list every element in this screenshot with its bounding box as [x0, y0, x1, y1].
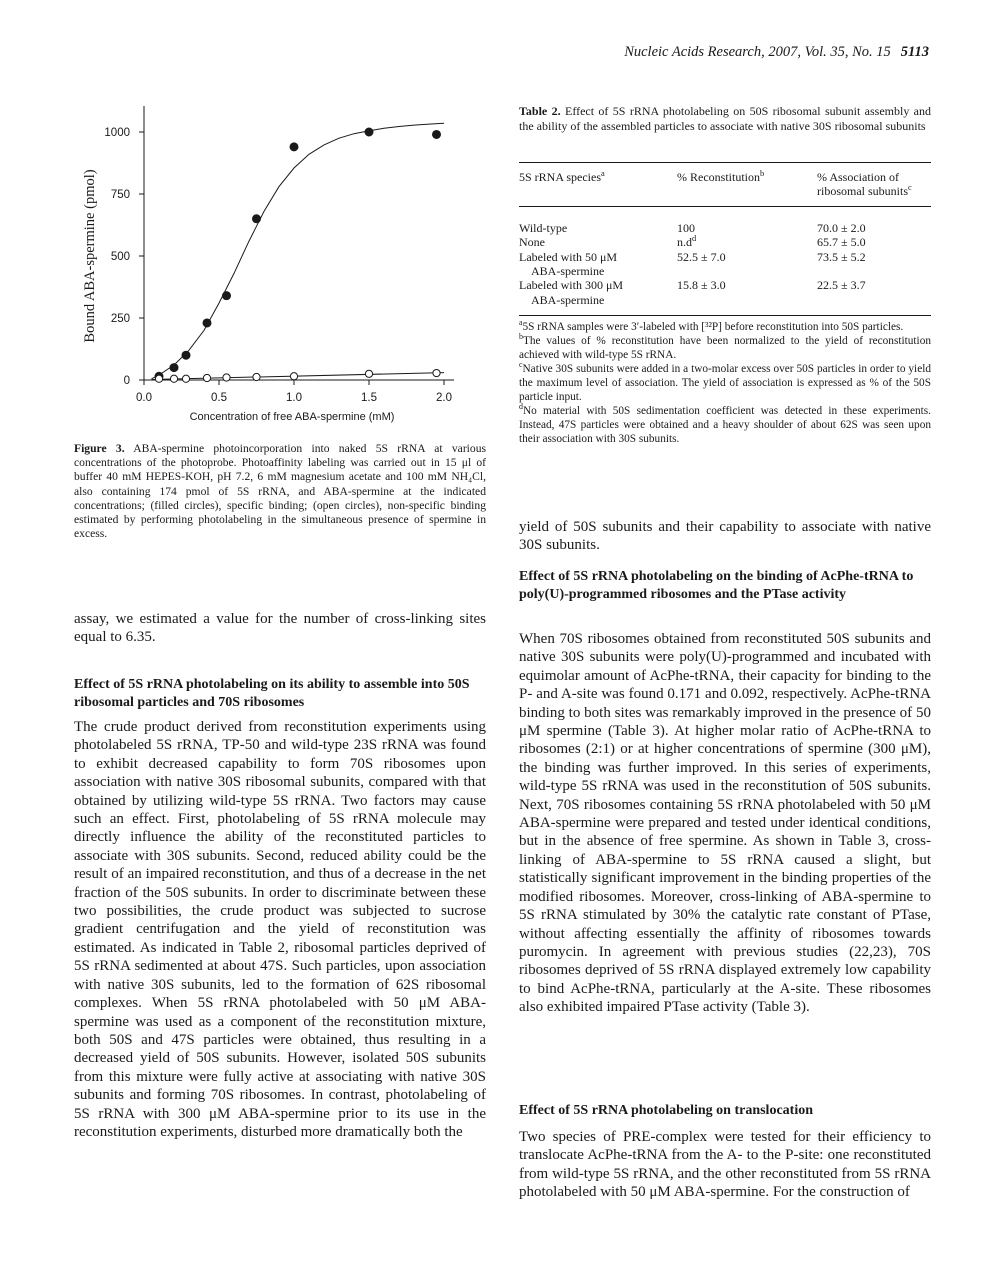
right-column-section-body [519, 630, 931, 1017]
nonspecific-binding-point [433, 369, 440, 376]
table-top-rule [519, 162, 931, 163]
y-tick-label: 750 [110, 189, 130, 201]
section-heading: Effect of 5S rRNA photolabeling on its ability to assemble into 50S ribosomal particles and 70S ribosomes [74, 677, 470, 710]
nonspecific-binding-point [290, 373, 297, 380]
table-2 [519, 162, 931, 316]
y-tick-label: 0 [123, 375, 130, 387]
y-tick-label: 1000 [104, 127, 130, 139]
footnote-b: $^b$The values of % reconstitution have been normalized to the yield of reconstitution achieved with wild-type 5S rRNA. [519, 332, 931, 361]
running-header [624, 44, 929, 61]
table-2-title [519, 104, 931, 134]
table-header-rule [519, 206, 931, 207]
y-tick-label: 500 [110, 251, 130, 263]
x-tick-label: 2.0 [436, 392, 452, 404]
paragraph: Two species of PRE-complex were tested for their efficiency to translocate AcPhe-tRNA from the A- to the P-site: one reconstituted from wild-type 5S rRNA, and the other reconstituted from 5S rRNA photolabeled with 50 μM ABA-spermine. For the construction of [519, 1129, 931, 1201]
paragraph: yield of 50S subunits and their capability to associate with native 30S subunits. [519, 519, 931, 554]
nonspecific-binding-point [182, 375, 189, 382]
figure-label: Figure 3. [74, 442, 125, 455]
table-body [519, 221, 931, 307]
specific-binding-point [290, 143, 298, 151]
x-tick-label: 0.0 [136, 392, 152, 404]
table-bottom-rule [519, 315, 931, 316]
x-tick-label: 0.5 [211, 392, 227, 404]
nonspecific-binding-point [365, 370, 372, 377]
table-row: Labeled with 300 μM ABA-spermine 15.8 ± 3.0 22.5 ± 3.7 [519, 278, 866, 307]
chart-fit-curves [152, 123, 445, 379]
table-row: None $n.d^d$ 65.7 ± 5.0 [519, 234, 866, 250]
table-row: Labeled with 50 μM ABA-spermine 52.5 ± 7.0 73.5 ± 5.2 [519, 249, 866, 279]
right-column-section-2-body [519, 1128, 931, 1202]
page-number: 5113 [900, 44, 929, 60]
specific-binding-point [433, 130, 441, 138]
table-header [519, 170, 931, 199]
chart-points [155, 128, 441, 382]
nonspecific-binding-point [253, 373, 260, 380]
x-tick-label: 1.0 [286, 392, 302, 404]
specific-binding-point [182, 351, 190, 359]
footnote-c: $^c$Native 30S subunits were added in a two-molar excess over 50S particles in order to yield the maximum level of association. The yield of association is expressed as % of the 50S particle input. [519, 360, 931, 403]
chart-y-label: Bound ABA-spermine (pmol) [82, 169, 98, 343]
specific-binding-point [365, 128, 373, 136]
nonspecific-binding-point [155, 375, 162, 382]
footnote-d: $^d$No material with 50S sedimentation coefficient was detected in these experiments. Instead, 47S particles were obtained and a heavy shoulder of about 62S was seen upon their association with 30S subunits. [519, 402, 931, 445]
right-column-section-2 [519, 1102, 931, 1120]
figure-3-chart [70, 96, 495, 436]
table-title-text: Effect of 5S rRNA photolabeling on 50S ribosomal subunit assembly and the ability of the assembled particles to associate with native 30S ribosomal subunits [519, 104, 932, 133]
header-species: 5S rRNA species$^a$ [519, 169, 605, 184]
chart-x-label: Concentration of free ABA-spermine (mM) [189, 411, 395, 423]
header-reconstitution: % Reconstitution$^b$ [677, 169, 765, 184]
paragraph: When 70S ribosomes obtained from reconstituted 50S subunits and native 30S subunits were poly(U)-programmed and incubated with equimolar amount of AcPhe-tRNA, their capacity for binding to the P- and A-site was found 0.171 and 0.092, respectively. AcPhe-tRNA binding to both sites was remarkably improved in the presence of 50 μM spermine (Table 3). At higher molar ratio of AcPhe-tRNA to ribosomes (2:1) or at higher concentrations of spermine (300 μM), the binding was further improved. In this series of experiments, wild-type 5S rRNA was used in the reconstitution of 50S subunits. Next, 70S ribosomes containing 5S rRNA photolabeled with 50 μM ABA-spermine were prepared and tested under identical conditions, but in the absence of free spermine. As shown in Table 3, cross-linking of ABA-spermine to 5S rRNA caused a slight, but statistically significant improvement in the binding properties of the modified ribosomes. Moreover, cross-linking of ABA-spermine to 5S rRNA stimulated by 30% the catalytic rate constant of PTase, without affecting essentially the affinity of ribosomes towards puromycin. In agreement with previous studies (22,23), 70S ribosomes deprived of 5S rRNA displayed extremely low capability to bind AcPhe-tRNA, particularly at the A-site. These ribosomes also exhibited impaired PTase activity (Table 3). [519, 631, 931, 1016]
footnote-a: $^a$5S rRNA samples were 3′-labeled with [³²P] before reconstitution into 50S particles. [519, 318, 904, 333]
nonspecific-binding-point [223, 374, 230, 381]
table-row: Wild-type 100 70.0 ± 2.0 [519, 220, 866, 235]
figure-caption-text: ABA-spermine photoincorporation into naked 5S rRNA at various concentrations of the photoprobe. Photoaffinity labeling was carried out in 15 μl of buffer 40 mM HEPES-KOH, pH 7.2, 6 mM magnesium acetate and 100 mM NH₄Cl, also containing 174 pmol of 5S rRNA, and ABA-spermine at the indicated concentrations; (filled circles), specific binding; (open circles), non-specific binding estimated by performing photolabeling in the simultaneous presence of spermine in excess. [74, 442, 487, 541]
paragraph: The crude product derived from reconstitution experiments using photolabeled 5S rRNA, TP-50 and wild-type 23S rRNA was found to exhibit decreased capability to form 70S ribosomes upon association with native 30S ribosomal subunits, compared with that obtained by utilizing wild-type 5S rRNA. Two factors may cause such an effect. First, photolabeling of 5S rRNA molecule may directly influence the ability of the reconstituted particles to associate with 30S subunits. Second, reduced ability could be the result of an impaired reconstitution, and thus of a decrease in the net fraction of the 50S subunits. In order to discriminate between these two possibilities, the crude product was subjected to sucrose gradient centrifugation and the yield of reconstitution was estimated. As indicated in Table 2, ribosomal particles deprived of 5S rRNA sedimented at about 47S. Such particles, upon association with native 30S subunits, led to the formation of 62S ribosomal complexes. When 5S rRNA photolabeled with 50 μM ABA-spermine was used as a component of the reconstitution mixture, both 50S and 47S particles were obtained, thus resulting in a decreased yield of 50S subunits. However, isolated 50S subunits from this mixture were fully active at associating with native 30S subunits and forming 70S ribosomes. In contrast, photolabeling of 5S rRNA with 300 μM ABA-spermine prior to its use in the reconstitution experiments, disturbed more dramatically both the [74, 719, 486, 1140]
specific-binding-point [203, 319, 211, 327]
nonspecific-binding-point [170, 375, 177, 382]
left-column [74, 610, 486, 647]
header-association: % Association of ribosomal subunits$^c$ [817, 170, 912, 199]
right-column-section [519, 568, 931, 604]
x-tick-label: 1.5 [361, 392, 377, 404]
chart-svg [70, 96, 495, 436]
left-column-section-body [74, 718, 486, 1141]
chart-axes [104, 106, 454, 404]
journal-citation: Nucleic Acids Research, 2007, Vol. 35, No. 15 [624, 44, 891, 60]
section-heading: Effect of 5S rRNA photolabeling on translocation [519, 1103, 813, 1118]
section-heading: Effect of 5S rRNA photolabeling on the binding of AcPhe-tRNA to poly(U)-programmed ribosomes and the PTase activity [519, 569, 914, 602]
right-column [519, 518, 931, 555]
specific-binding-point [170, 364, 178, 372]
nonspecific-binding-point [203, 374, 210, 381]
table-label: Table 2. [519, 104, 561, 118]
figure-caption [74, 442, 486, 541]
specific-binding-point [253, 215, 261, 223]
table-footnotes [519, 320, 931, 446]
left-column-section [74, 676, 486, 712]
paragraph: assay, we estimated a value for the number of cross-linking sites equal to 6.35. [74, 611, 486, 646]
fit-curve [152, 123, 445, 378]
specific-binding-point [223, 292, 231, 300]
y-tick-label: 250 [110, 313, 130, 325]
